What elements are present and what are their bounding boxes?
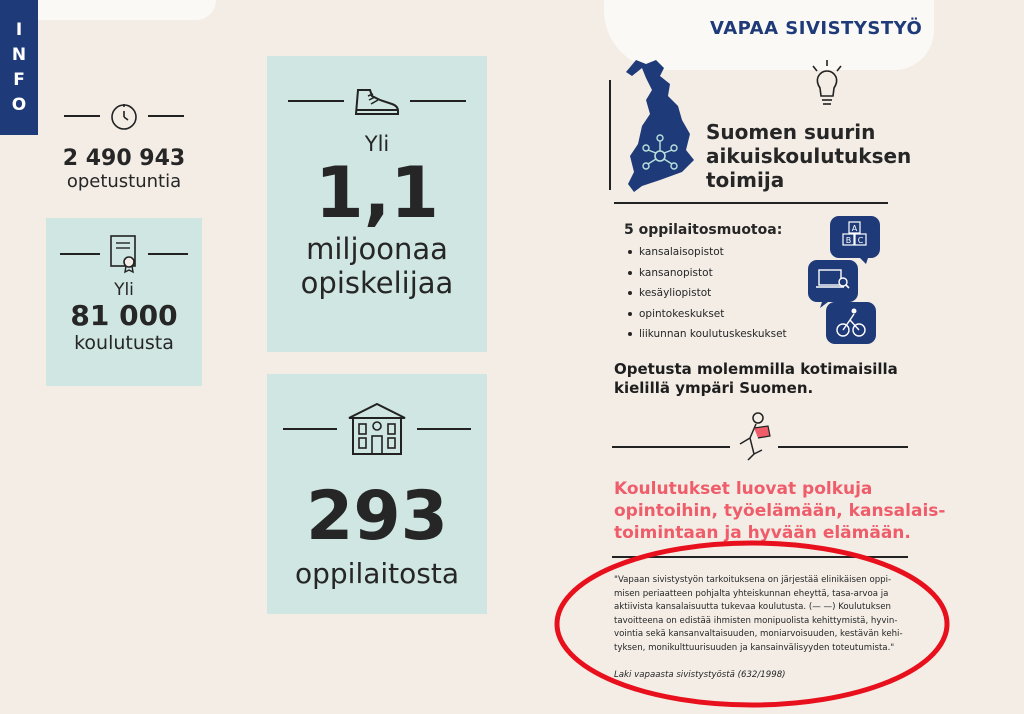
institutions-value: 293 (306, 477, 448, 556)
students-prefix: Yli (364, 132, 390, 156)
quote-line: misen periaatteen pohjalta yhteiskunnan eheyttä, tasa-arvoa ja (614, 588, 889, 599)
hours-value: 2 490 943 (62, 146, 186, 171)
quote-line: aktiivista kansalaisuutta tukevaa koulutusta. (— —) Koulutuksen (614, 602, 891, 613)
headline-line1: Suomen suurin (706, 120, 876, 144)
divider-left (612, 446, 730, 448)
abc-blocks-bubble (830, 216, 880, 258)
hours-label: opetustuntia (66, 171, 182, 192)
red-ellipse-highlight (552, 538, 952, 710)
quote-line: tavoitteena on edistää ihmisten monipuolista kehittymistä, hyvin- (614, 615, 898, 626)
stat-trainings-box (46, 218, 202, 386)
info-letter: O (11, 94, 27, 115)
quote-line: tyksen, monikulttuurisuuden ja kansainvälisyyden toteutumista." (614, 642, 895, 653)
quote-line: vointia sekä kansanvaltaisuuden, moniarvoisuuden, kestävän kehi- (614, 629, 903, 640)
abc-blocks-icon (830, 216, 880, 264)
languages-line1: Opetusta molemmilla kotimaisilla (614, 360, 898, 378)
headline (706, 120, 911, 192)
headline-line3: toimija (706, 168, 785, 192)
institution-type-list (628, 242, 787, 345)
school-building-icon (345, 400, 409, 458)
divider-right (778, 446, 908, 448)
sneaker-icon (352, 84, 402, 118)
trainings-prefix: Yli (114, 280, 134, 300)
rule-above-list (614, 202, 888, 204)
languages-text (614, 360, 898, 398)
certificate-icon (108, 234, 140, 274)
list-item: kansalaisopistot (628, 242, 787, 263)
reading-figure-icon (732, 410, 778, 462)
svg-text:C: C (857, 236, 864, 245)
section-title: VAPAA SIVISTYSTYÖ (710, 18, 923, 39)
students-value: 1,1 (314, 152, 439, 234)
info-letter: N (11, 44, 27, 65)
info-tag (0, 0, 38, 135)
bike-bubble (826, 302, 876, 344)
pathways-line3: toimintaan ja hyvään elämään. (614, 523, 911, 543)
law-reference: Laki vapaasta sivistystyöstä (632/1998) (614, 670, 786, 680)
top-left-blob (38, 0, 216, 20)
list-item: kansanopistot (628, 263, 787, 284)
svg-text:B: B (845, 236, 852, 245)
laptop-bubble (808, 260, 858, 302)
finland-map-icon (620, 54, 702, 194)
info-letter: F (13, 69, 25, 90)
institutions-label: oppilaitosta (294, 557, 459, 590)
pathways-line1: Koulutukset luovat polkuja (614, 479, 873, 499)
svg-text:A: A (851, 224, 858, 233)
students-label-line2: opiskelijaa (300, 266, 454, 300)
languages-line2: kielillä ympäri Suomen. (614, 379, 814, 397)
quote-line: "Vapaan sivistystyön tarkoituksena on järjestää elinikäisen oppi- (614, 575, 892, 585)
stat-students-box (267, 56, 487, 352)
students-label-line1: miljoonaa (306, 232, 448, 266)
info-letter: I (15, 19, 23, 40)
laptop-search-icon (808, 260, 858, 308)
trainings-value: 81 000 (70, 299, 178, 332)
list-item: liikunnan koulutuskeskukset (628, 324, 787, 345)
list-title: 5 oppilaitosmuotoa: (624, 222, 783, 238)
clock-icon (108, 100, 140, 132)
list-item: kesäyliopistot (628, 283, 787, 304)
stat-institutions-box (267, 374, 487, 614)
vertical-rule (609, 80, 611, 190)
stat-hours (46, 100, 202, 192)
headline-line2: aikuiskoulutuksen (706, 144, 912, 168)
trainings-label: koulutusta (74, 332, 174, 354)
pathways-text (614, 478, 945, 544)
pathways-line2: opintoihin, työelämään, kansalais- (614, 501, 946, 521)
cyclist-icon (826, 302, 876, 350)
list-item: opintokeskukset (628, 304, 787, 325)
lightbulb-icon (808, 58, 846, 110)
